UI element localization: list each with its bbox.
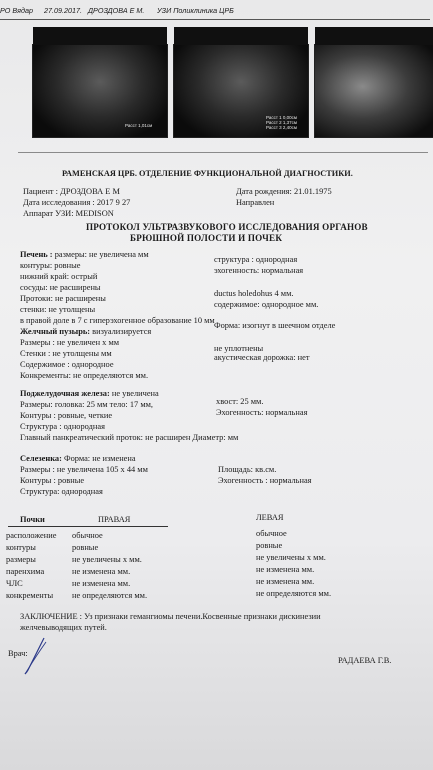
kidney-param-label: расположение	[6, 531, 57, 540]
liver-echogenicity: эхогенность: нормальная	[214, 266, 304, 275]
spleen-structure: Структура: однородная	[20, 487, 103, 496]
spleen-form: Форма: не изменена	[61, 454, 136, 463]
pancreas-structure: Структура : однородная	[20, 422, 105, 431]
kidney-param-label: конкременты	[6, 591, 54, 600]
pancreas-state: не увеличена	[109, 389, 159, 398]
gallbladder-walls-state: не уплотнены	[214, 344, 264, 353]
kidney-left-value: не увеличены х мм.	[256, 553, 326, 562]
gallbladder-line	[20, 326, 151, 337]
spleen-line	[20, 453, 136, 464]
kidney-right-value: не увеличены х мм.	[72, 555, 142, 564]
kidney-param-label: ЧЛС	[6, 579, 23, 588]
kidney-left-value: ровные	[256, 541, 283, 550]
pancreas-echogenicity: Эхогенность: нормальная	[216, 408, 308, 417]
exam-date: Дата исследования : 2017 9 27	[23, 198, 131, 207]
header-prefix: РО Вядар	[0, 6, 33, 15]
gallbladder-size: Размеры : не увеличен х мм	[20, 338, 120, 347]
pancreas-size: Размеры: головка: 25 мм тело: 17 мм,	[20, 400, 154, 409]
scan-1-measurements: Расст 1,01см	[125, 123, 153, 128]
spleen-area: Площадь: кв.см.	[218, 465, 277, 474]
pancreas-heading: Поджелудочная железа:	[20, 389, 110, 398]
gallbladder-stones: Конкременты: не определяются мм.	[20, 371, 149, 380]
header-exam: УЗИ Поликлиника ЦРБ	[157, 6, 234, 15]
gallbladder-form: Форма: изогнут в шеечном отделе	[214, 321, 336, 330]
header-patient: ДРОЗДОВА Е М.	[88, 6, 145, 15]
duct-contents: содержимое: однородное мм.	[214, 300, 319, 309]
pancreas-line	[20, 388, 159, 399]
kidneys-rule	[8, 526, 168, 527]
gallbladder-contents: Содержимое : однородное	[20, 360, 114, 369]
referred-by: Направлен	[236, 198, 275, 207]
birth-date: Дата рождения: 21.01.1975	[236, 187, 332, 196]
spleen-heading: Селезенка:	[20, 454, 62, 463]
gallbladder-heading: Желчный пузырь:	[20, 327, 91, 336]
liver-contour: контуры: ровные	[20, 261, 81, 270]
kidney-left-value: не определяются мм.	[256, 589, 332, 598]
kidney-param-label: контуры	[6, 543, 36, 552]
device: Аппарат УЗИ: MEDISON	[23, 209, 114, 218]
kidney-left-value: не изменена мм.	[256, 577, 315, 586]
kidney-right-value: ровные	[72, 543, 99, 552]
pancreatic-duct: Главный панкреатический проток: не расширен Диаметр: мм	[20, 433, 239, 442]
spleen-echogenicity: Эхогенность : нормальная	[218, 476, 312, 485]
gallbladder-walls: Стенки : не утолщены мм	[20, 349, 112, 358]
liver-size-line	[20, 249, 149, 260]
spleen-contour: Контуры : ровные	[20, 476, 85, 485]
protocol-title-line-2: БРЮШНОЙ ПОЛОСТИ И ПОЧЕК	[130, 233, 283, 243]
kidney-right-value: обычное	[72, 531, 103, 540]
liver-heading: Печень :	[20, 250, 53, 259]
liver-size: размеры: не увеличена мм	[52, 250, 149, 259]
doctor-name: РАДАЕВА Г.В.	[338, 656, 392, 665]
right-kidney-heading: ПРАВАЯ	[98, 515, 131, 524]
kidney-left-value: обычное	[256, 529, 287, 538]
conclusion-line-2: желчевыводящих путей.	[20, 623, 107, 632]
kidney-right-value: не изменена мм.	[72, 567, 131, 576]
doctor-signature	[22, 636, 52, 676]
pancreas-tail: хвост: 25 мм.	[216, 397, 264, 406]
kidney-left-value: не изменена мм.	[256, 565, 315, 574]
organization-heading: РАМЕНСКАЯ ЦРБ. ОТДЕЛЕНИЕ ФУНКЦИОНАЛЬНОЙ ДИАГНОСТИКИ.	[62, 169, 353, 178]
liver-vessels: сосуды: не расширены	[20, 283, 101, 292]
choledochus: ductus holedohus 4 мм.	[214, 289, 294, 298]
liver-edge: нижний край: острый	[20, 272, 98, 281]
doctor-label: Врач:	[8, 649, 28, 658]
acoustic-shadow: акустическая дорожка: нет	[214, 353, 310, 362]
scan-2-measurements: Расст 1 0,00см Расст 2 1,37см Расст 3 2,40см	[266, 115, 298, 130]
kidney-right-value: не изменена мм.	[72, 579, 131, 588]
liver-ducts: Протоки: не расширены	[20, 294, 106, 303]
kidney-right-value: не определяются мм.	[72, 591, 148, 600]
liver-lesion: в правой доле в 7 с гиперэхогенное образование 10 мм	[20, 316, 215, 325]
gallbladder-visual: визуализируется	[90, 327, 152, 336]
protocol-title-line-1: ПРОТОКОЛ УЛЬТРАЗВУКОВОГО ИССЛЕДОВАНИЯ ОРГАНОВ	[86, 222, 368, 232]
patient-name: Пациент : ДРОЗДОВА Е М	[23, 187, 120, 196]
pancreas-contour: Контуры : ровные, четкие	[20, 411, 113, 420]
kidney-param-label: паренхима	[6, 567, 45, 576]
header-date: 27.09.2017.	[44, 6, 82, 15]
kidney-param-label: размеры	[6, 555, 36, 564]
liver-walls: стенки: не утолщены	[20, 305, 96, 314]
kidneys-heading: Почки	[20, 515, 45, 524]
left-kidney-heading: ЛЕВАЯ	[256, 513, 284, 522]
spleen-size: Размеры : не увеличена 105 х 44 мм	[20, 465, 148, 474]
liver-structure: структура : однородная	[214, 255, 298, 264]
conclusion-line-1: ЗАКЛЮЧЕНИЕ : Уз признаки гемангиомы печени.Косвенные признаки дискинезии	[20, 612, 321, 621]
